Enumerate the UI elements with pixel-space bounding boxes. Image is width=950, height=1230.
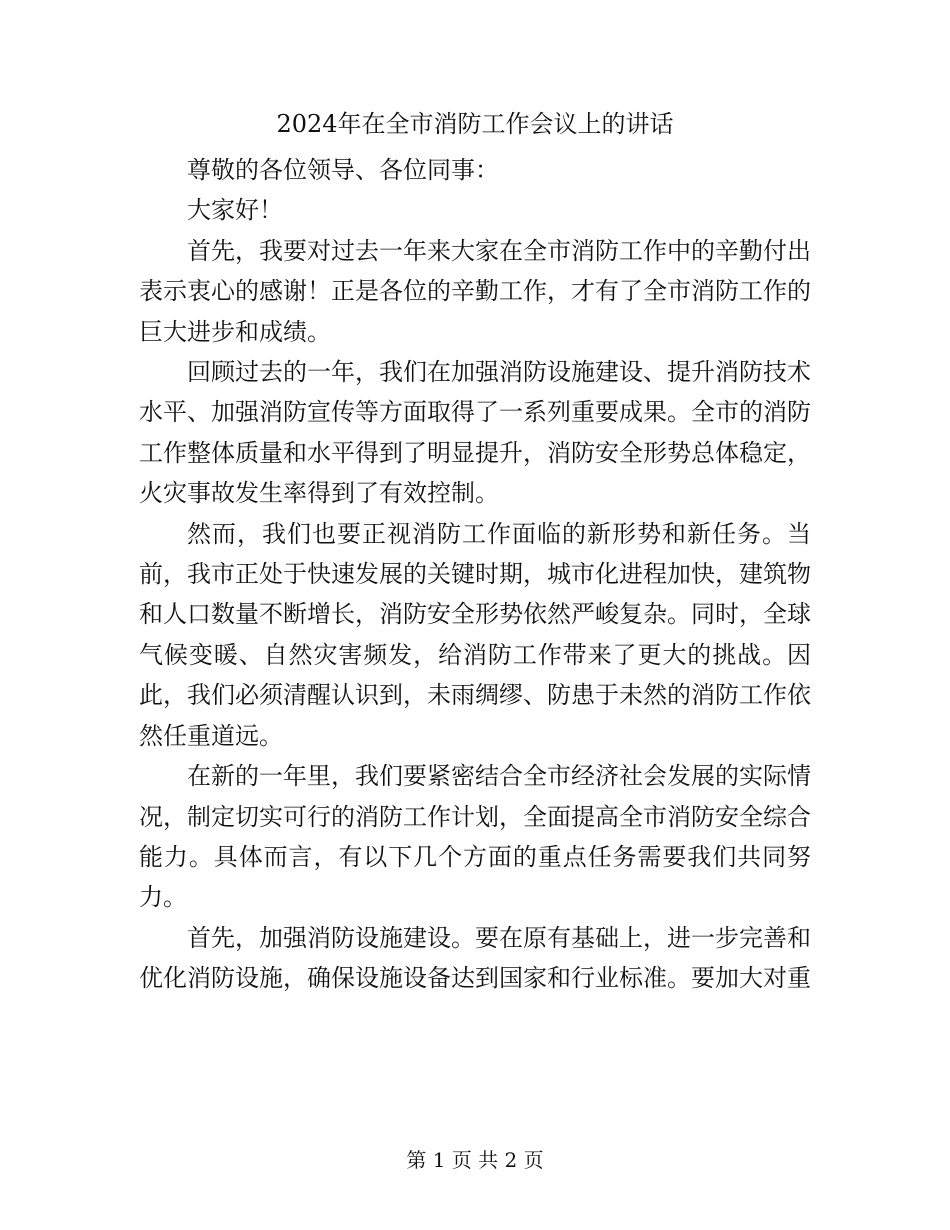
page-number-footer: 第 1 页 共 2 页	[406, 1148, 544, 1172]
greeting-paragraph: 大家好！	[187, 196, 283, 225]
document-title: 2024年在全市消防工作会议上的讲话	[276, 110, 674, 138]
body-paragraph: 在新的一年里，我们要紧密结合全市经济社会发展的实际情况，制定切实可行的消防工作计划，全面提高全市消防安全综合能力。具体而言，有以下几个方面的重点任务需要我们共同努力。	[139, 762, 811, 912]
body-paragraph: 回顾过去的一年，我们在加强消防设施建设、提升消防技术水平、加强消防宣传等方面取得了一系列重要成果。全市的消防工作整体质量和水平得到了明显提升，消防安全形势总体稳定，火灾事故发生率得到了有效控制。	[139, 358, 811, 508]
body-paragraph: 首先，加强消防设施建设。要在原有基础上，进一步完善和优化消防设施，确保设施设备达到国家和行业标准。要加大对重	[139, 923, 811, 993]
salutation-paragraph: 尊敬的各位领导、各位同事：	[187, 156, 499, 184]
body-paragraph: 首先，我要对过去一年来大家在全市消防工作中的辛勤付出表示衷心的感谢！正是各位的辛勤工作，才有了全市消防工作的巨大进步和成绩。	[139, 236, 811, 346]
body-paragraph: 然而，我们也要正视消防工作面临的新形势和新任务。当前，我市正处于快速发展的关键时期，城市化进程加快，建筑物和人口数量不断增长，消防安全形势依然严峻复杂。同时，全球气候变暖、自然灾害频发，给消防工作带来了更大的挑战。因此，我们必须清醒认识到，未雨绸缪、防患于未然的消防工作依然任重道远。	[139, 519, 811, 750]
document-body	[139, 150, 811, 999]
